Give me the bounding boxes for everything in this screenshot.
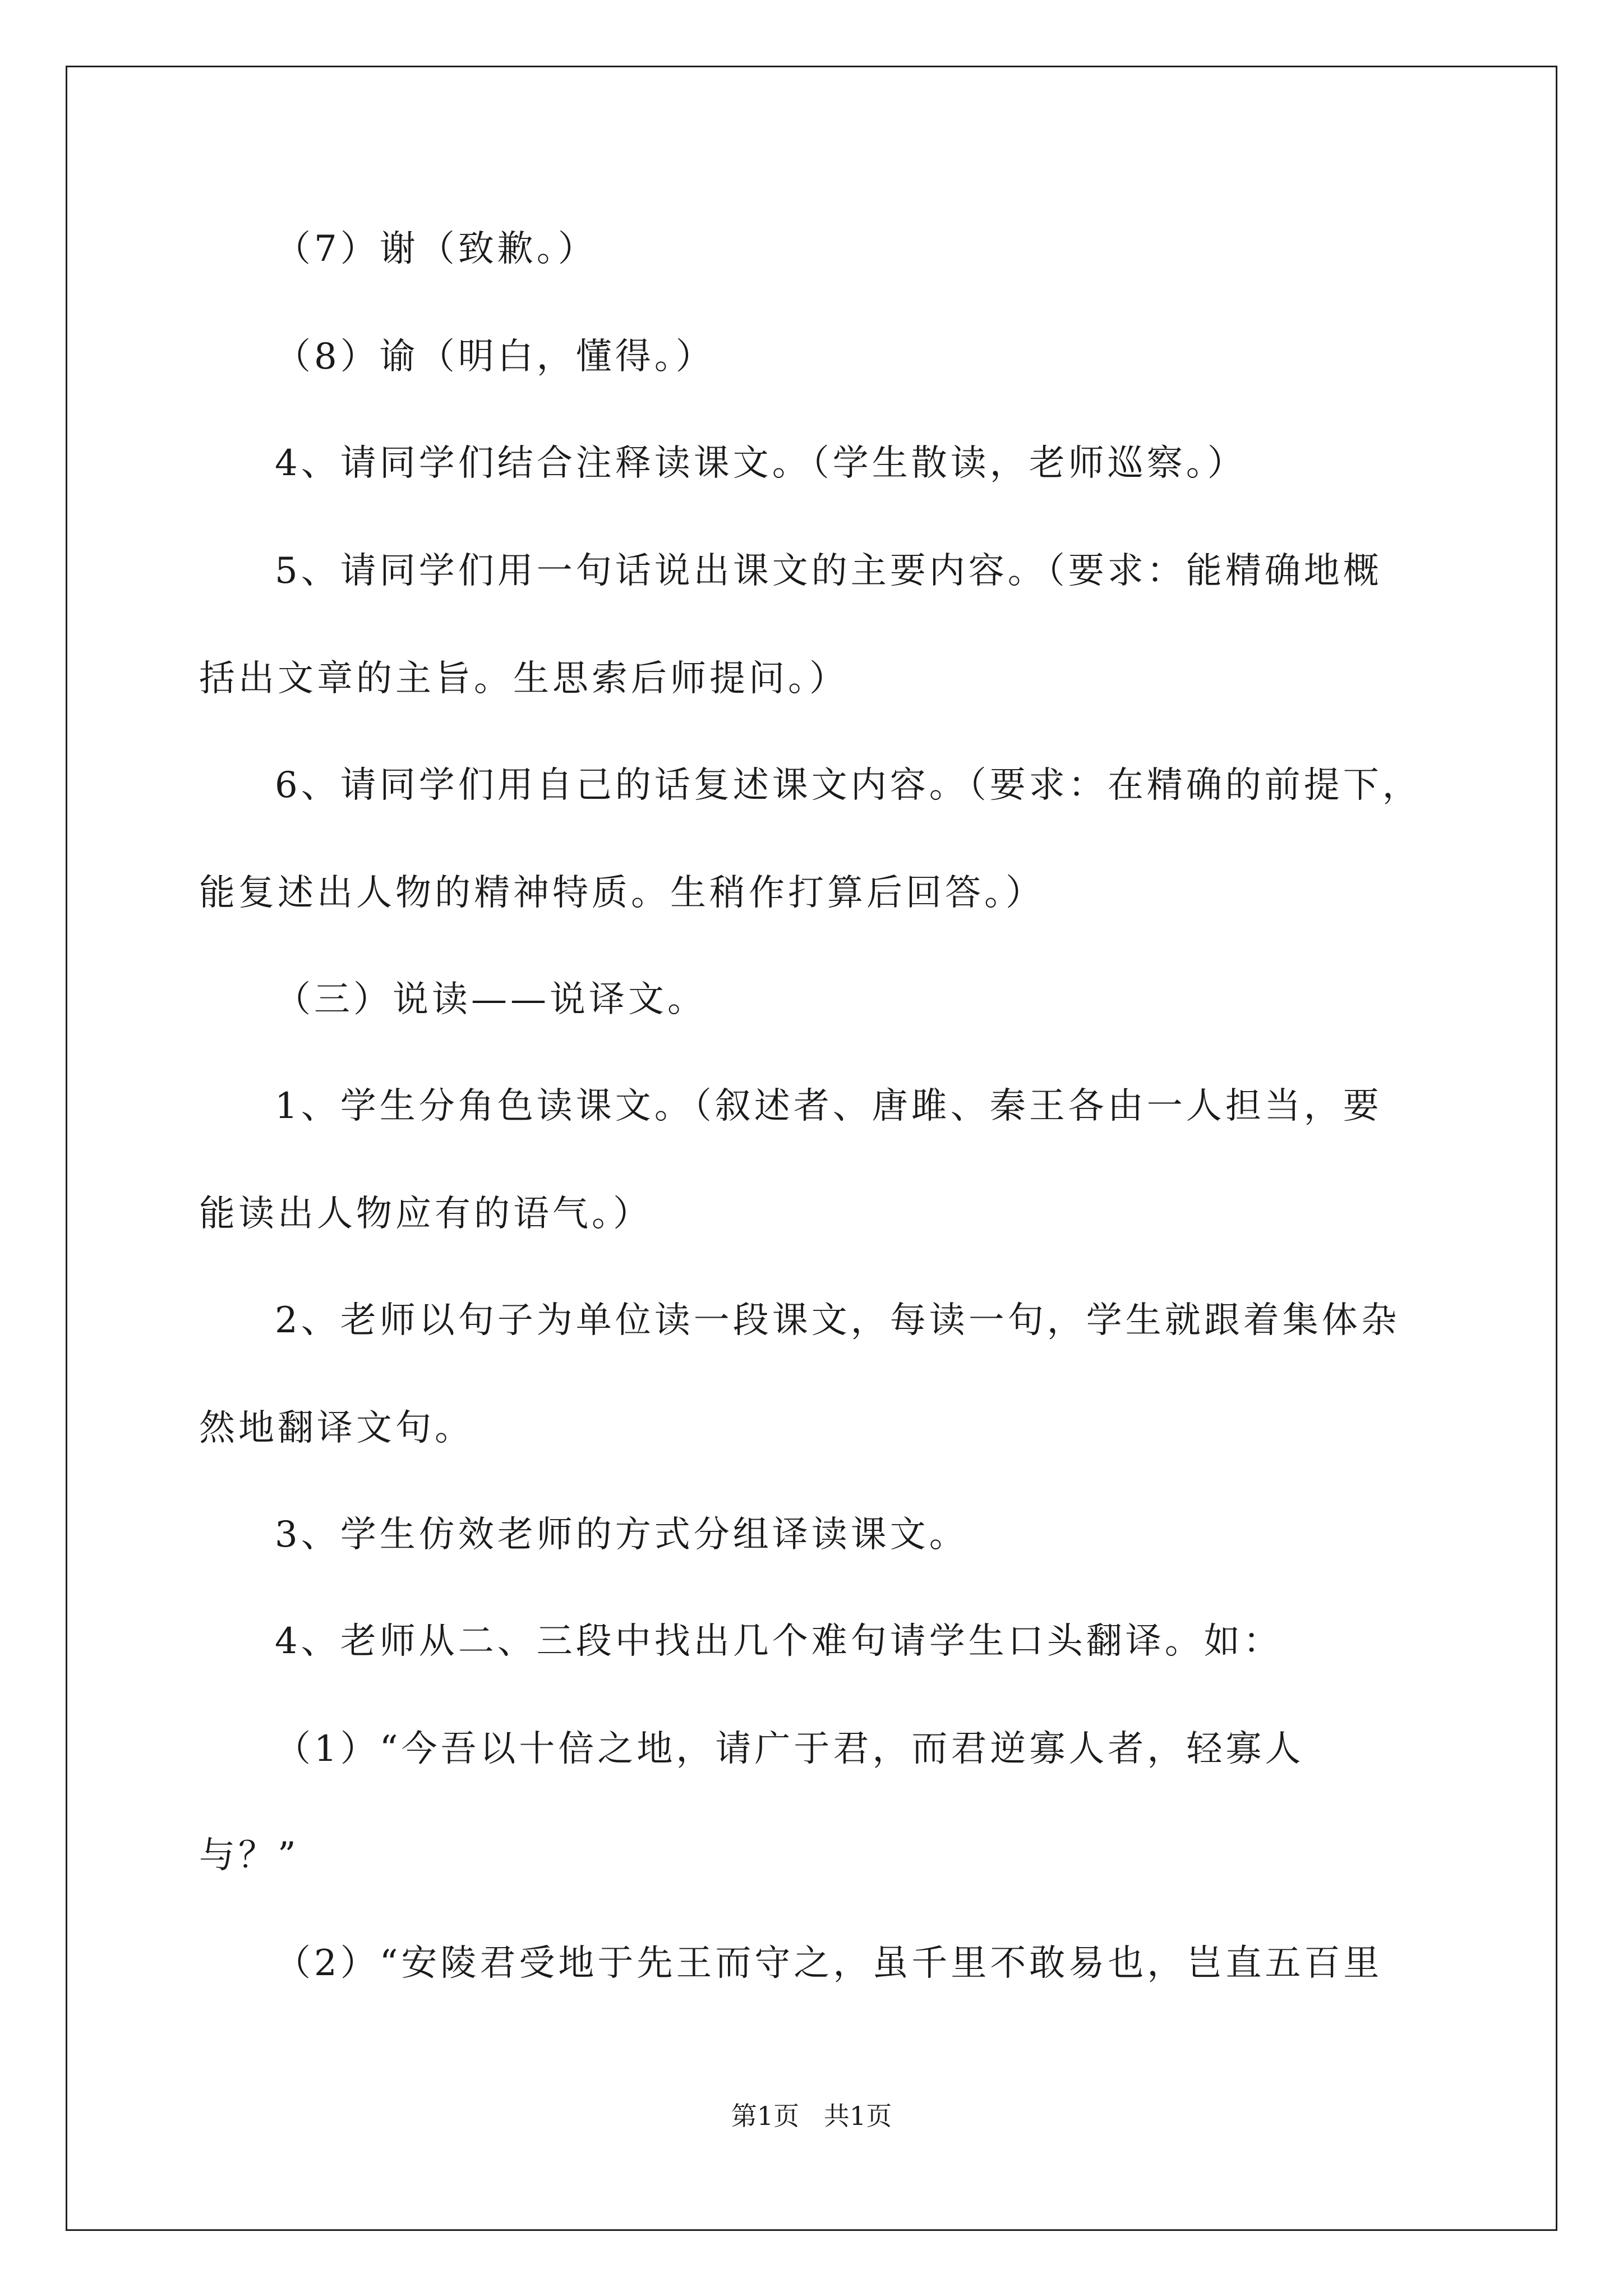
text-line: （1）“今吾以十倍之地，请广于君，而君逆寡人者，轻寡人	[275, 1728, 1304, 1770]
text-line: 能复述出人物的精神特质。生稍作打算后回答。）	[199, 872, 1045, 914]
text-line: 4、请同学们结合注释读课文。（学生散读，老师巡察。）	[275, 443, 1247, 484]
text-line: （2）“安陵君受地于先王而守之，虽千里不敢易也，岂直五百里	[275, 1943, 1383, 1984]
text-line: 3、学生仿效老师的方式分组译读课文。	[275, 1514, 969, 1556]
text-line: 4、老师从二、三段中找出几个难句请学生口头翻译。如：	[275, 1621, 1283, 1662]
text-line: （8）谕（明白，懂得。）	[275, 336, 715, 378]
text-line: （三）说读——说译文。	[275, 979, 707, 1020]
text-line: 与？”	[199, 1835, 299, 1876]
text-line: 1、学生分角色读课文。（叙述者、唐雎、秦王各由一人担当，要	[275, 1085, 1382, 1127]
page-border	[66, 66, 1557, 2231]
text-line: 然地翻译文句。	[199, 1407, 474, 1449]
page-footer: 第1页 共1页	[731, 2101, 892, 2131]
text-line: 2、老师以句子为单位读一段课文，每读一句，学生就跟着集体杂	[275, 1300, 1400, 1341]
text-line: 5、请同学们用一句话说出课文的主要内容。（要求：能精确地概	[275, 550, 1382, 592]
text-line: （7）谢（致歉。）	[275, 228, 597, 270]
text-line: 6、请同学们用自己的话复述课文内容。（要求：在精确的前提下，	[275, 765, 1422, 806]
text-line: 括出文章的主旨。生思索后师提问。）	[199, 658, 849, 700]
text-line: 能读出人物应有的语气。）	[199, 1193, 652, 1235]
